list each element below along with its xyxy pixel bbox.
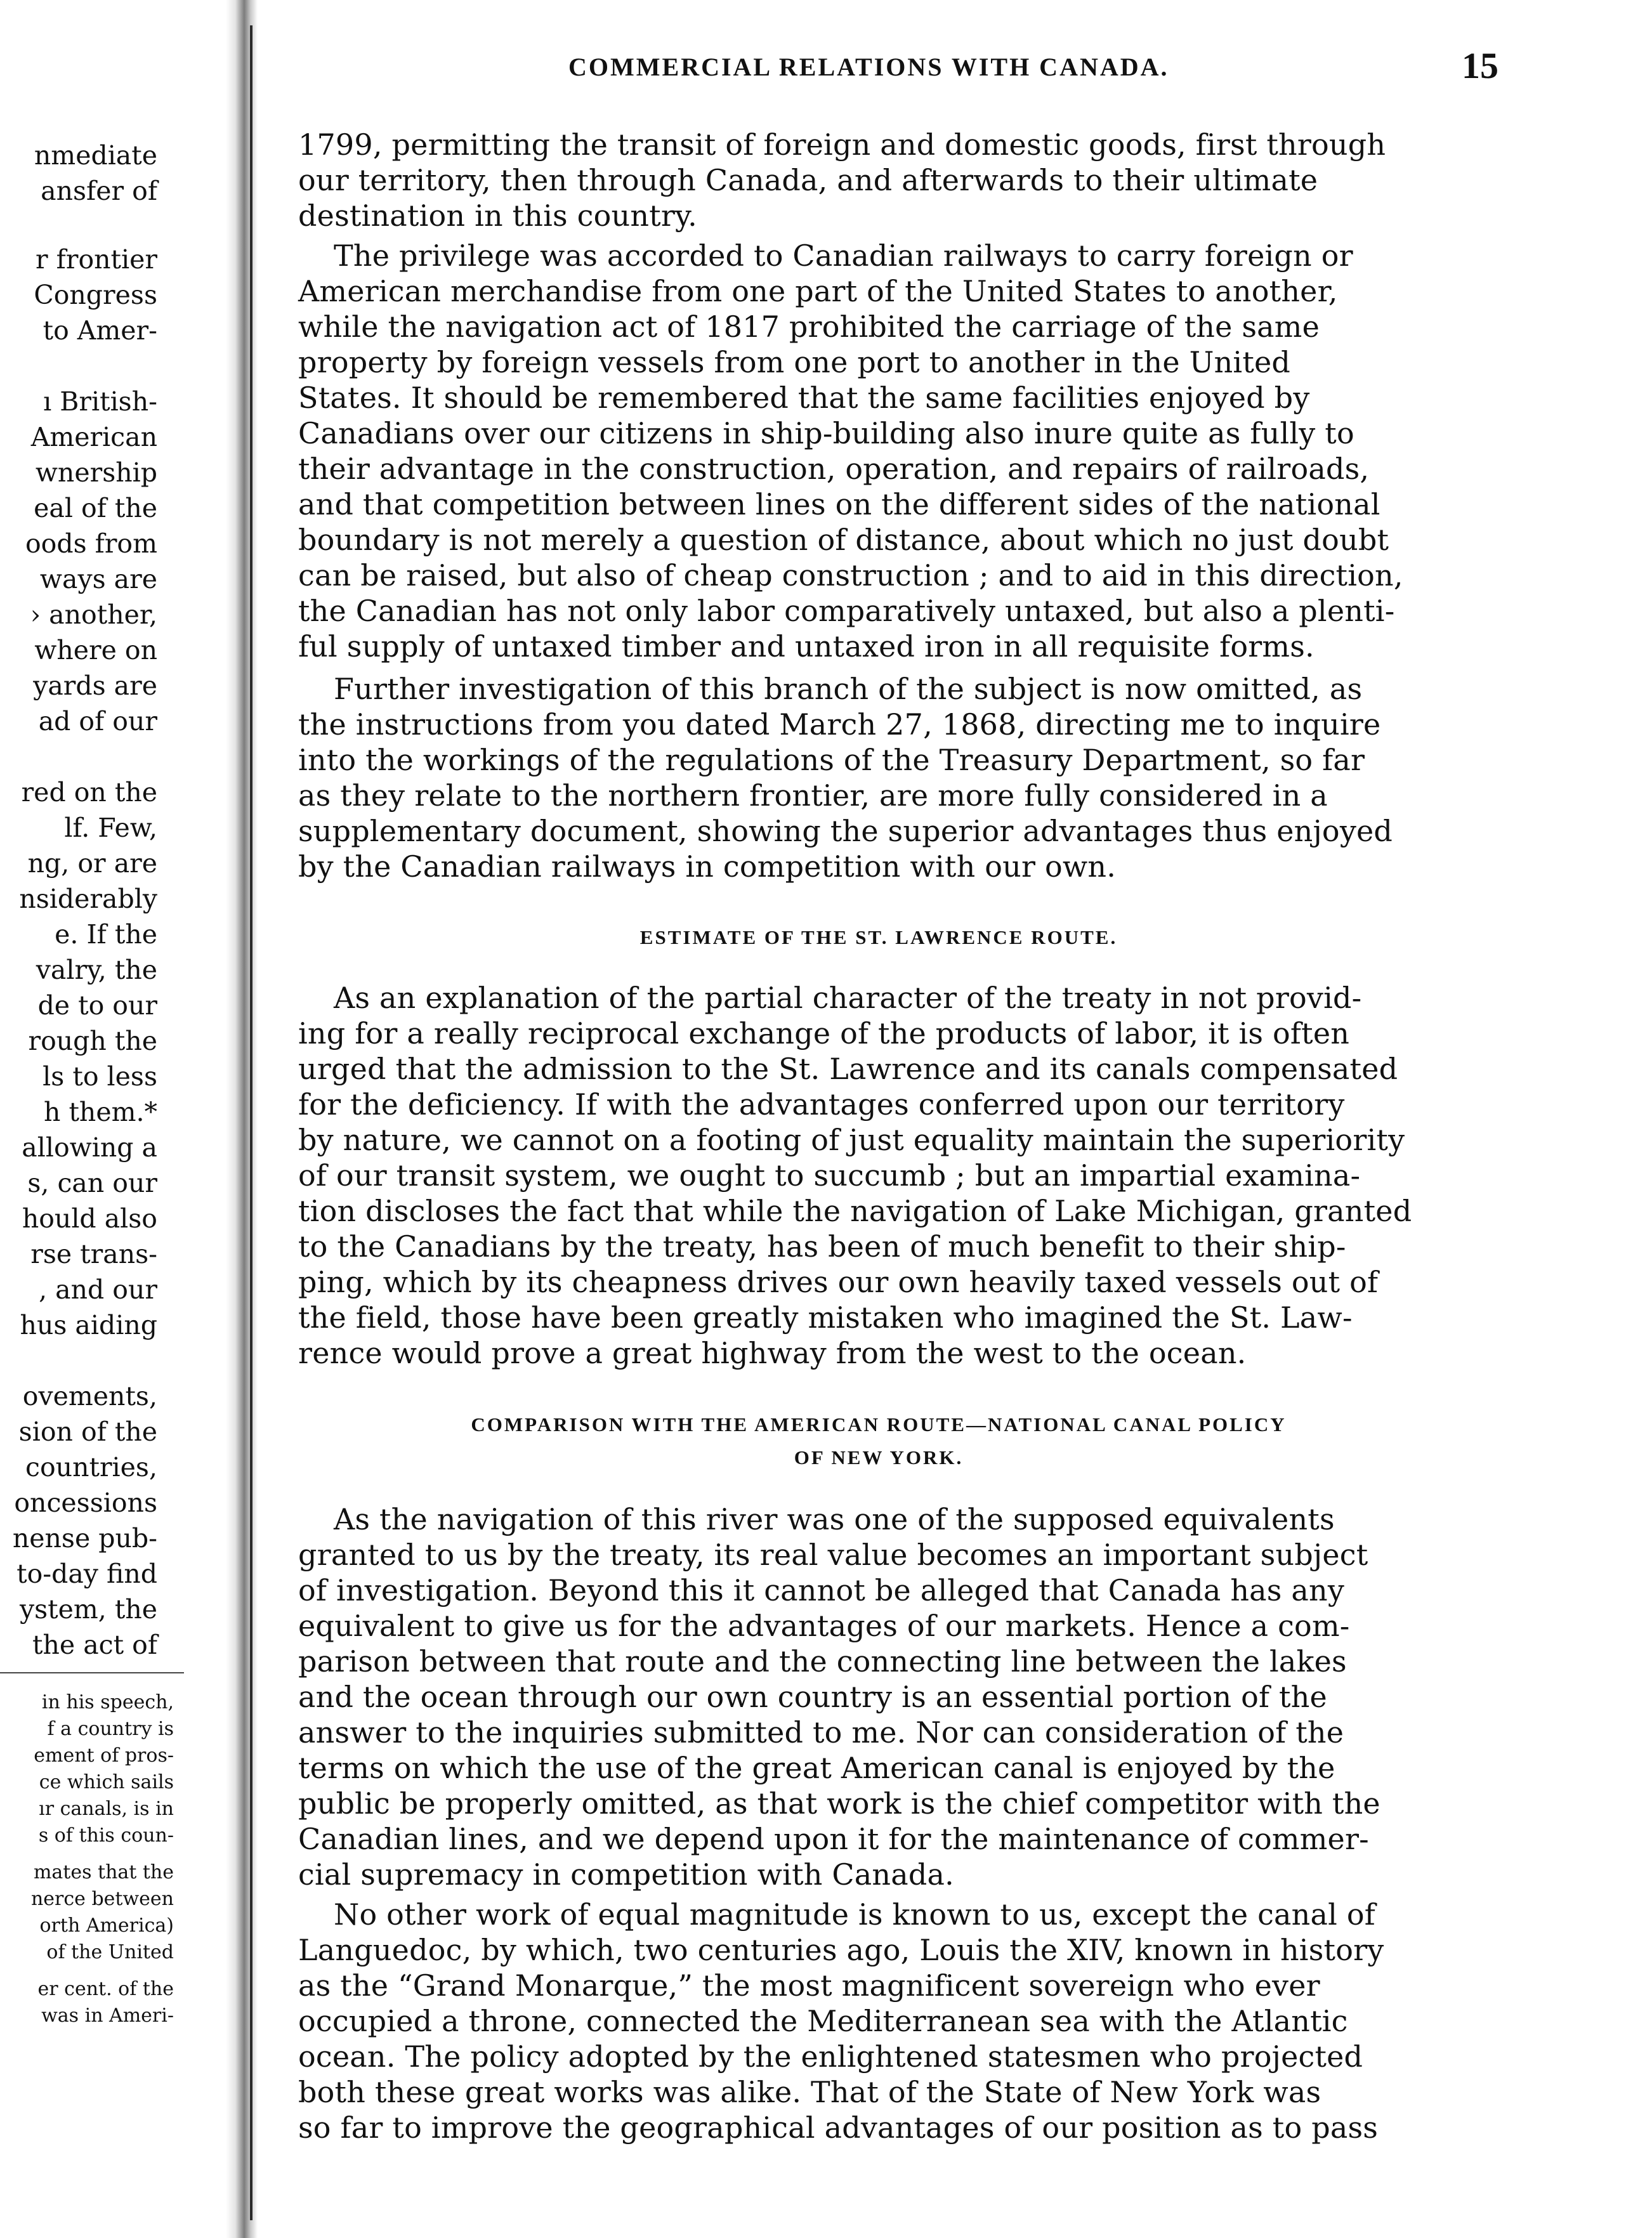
body-text-line: into the workings of the regulations of the Treasury Department, so far: [298, 743, 1365, 777]
body-text-line: can be raised, but also of cheap construction ; and to aid in this direction,: [298, 558, 1403, 592]
left-page-text-line: wnership: [35, 457, 157, 488]
left-page-text-line: yards are: [33, 671, 157, 701]
body-text-line: occupied a throne, connected the Mediterranean sea with the Atlantic: [298, 2004, 1348, 2038]
left-page-footnote-line: mates that the: [33, 1861, 174, 1883]
left-page-text-line: to-day find: [16, 1559, 157, 1589]
body-text-line: No other work of equal magnitude is known to us, except the canal of: [334, 1897, 1375, 1932]
page-gutter: [226, 0, 258, 2238]
body-text-line: property by foreign vessels from one port to another in the United: [298, 345, 1291, 379]
left-page-footnote-line: of the United: [46, 1941, 174, 1963]
body-text-line: ing for a really reciprocal exchange of the products of labor, it is often: [298, 1016, 1350, 1050]
body-text-line: 1799, permitting the transit of foreign and domestic goods, first through: [298, 128, 1386, 162]
left-page-text-line: where on: [34, 635, 157, 665]
left-page-text-line: lf. Few,: [64, 813, 157, 843]
body-text-line: boundary is not merely a question of distance, about which no just doubt: [298, 523, 1389, 557]
body-text-line: Further investigation of this branch of the subject is now omitted, as: [334, 672, 1363, 706]
left-page-text-line: nense pub-: [12, 1523, 157, 1554]
left-page-footnote-line: er cent. of the: [37, 1978, 174, 2000]
left-page-text-line: e. If the: [55, 919, 157, 950]
left-page-footnote-line: was in Ameri-: [41, 2005, 174, 2027]
body-text-line: of investigation. Beyond this it cannot be alleged that Canada has any: [298, 1573, 1345, 1607]
body-text-line: equivalent to give us for the advantages of our markets. Hence a com-: [298, 1609, 1350, 1643]
left-page-text-line: rse trans-: [30, 1239, 157, 1269]
left-page-footnote-line: ır canals, is in: [39, 1798, 174, 1820]
left-page-text-line: oods from: [25, 528, 157, 559]
body-text-line: by the Canadian railways in competition with our own.: [298, 849, 1117, 884]
left-page-text-line: r frontier: [36, 244, 157, 275]
body-text-line: and the ocean through our own country is an essential portion of the: [298, 1680, 1327, 1714]
body-text-line: the field, those have been greatly mistaken who imagined the St. Law-: [298, 1300, 1353, 1335]
left-page-text-line: h them.*: [44, 1097, 157, 1127]
left-page-text-line: red on the: [21, 777, 157, 808]
body-text-line: parison between that route and the connecting line between the lakes: [298, 1644, 1347, 1678]
left-page-footnote-line: ement of pros-: [34, 1744, 174, 1767]
left-page-footnote-line: in his speech,: [41, 1691, 174, 1713]
left-page-text-line: sion of the: [18, 1417, 157, 1447]
body-text-line: terms on which the use of the great American canal is enjoyed by the: [298, 1751, 1335, 1785]
body-text-line: The privilege was accorded to Canadian railways to carry foreign or: [334, 239, 1353, 273]
left-page-text-line: eal of the: [34, 493, 157, 523]
body-text-line: as they relate to the northern frontier, are more fully considered in a: [298, 778, 1328, 813]
left-page-footnote-line: orth America): [39, 1914, 174, 1937]
body-text-line: States. It should be remembered that the same facilities enjoyed by: [298, 381, 1310, 415]
body-text-line: granted to us by the treaty, its real value becomes an important subject: [298, 1538, 1368, 1572]
body-text-line: supplementary document, showing the superior advantages thus enjoyed: [298, 814, 1393, 848]
page-number: 15: [1462, 45, 1498, 86]
body-text-line: both these great works was alike. That of the State of New York was: [298, 2075, 1321, 2109]
body-text-line: and that competition between lines on the different sides of the national: [298, 487, 1380, 521]
section-heading: ESTIMATE OF THE ST. LAWRENCE ROUTE.: [639, 926, 1118, 948]
body-text-line: ping, which by its cheapness drives our own heavily taxed vessels out of: [298, 1265, 1379, 1299]
body-text-line: so far to improve the geographical advantages of our position as to pass: [298, 2110, 1379, 2145]
left-page-text-line: ls to less: [43, 1061, 157, 1092]
body-text-line: public be properly omitted, as that work is the chief competitor with the: [298, 1786, 1380, 1821]
main-page: [298, 0, 1554, 2238]
left-page-text-line: ansfer of: [41, 176, 157, 206]
left-page-text-line: the act of: [32, 1630, 157, 1660]
left-page-text-line: ovements,: [22, 1381, 157, 1411]
left-page-text-line: nmediate: [34, 140, 157, 171]
left-page-text-line: ng, or are: [27, 848, 157, 879]
left-page-text-line: ways are: [39, 564, 157, 594]
body-text-line: ocean. The policy adopted by the enlightened statesmen who projected: [298, 2039, 1363, 2074]
left-page-text-line: American: [30, 422, 157, 452]
body-text-line: the instructions from you dated March 27, 1868, directing me to inquire: [298, 707, 1381, 742]
body-text-line: cial supremacy in competition with Canada.: [298, 1857, 954, 1892]
left-page-text-line: , and our: [39, 1274, 157, 1305]
left-page-text-line: allowing a: [22, 1132, 157, 1163]
left-page-text-line: › another,: [30, 599, 157, 630]
left-page-text-line: oncessions: [14, 1488, 157, 1518]
body-text-line: American merchandise from one part of the United States to another,: [298, 274, 1338, 308]
left-page-text-line: ı British-: [43, 386, 157, 417]
left-page-text-line: hus aiding: [20, 1310, 157, 1340]
left-page-text-line: to Amer-: [43, 315, 157, 346]
section-heading: OF NEW YORK.: [794, 1446, 964, 1469]
body-text-line: answer to the inquiries submitted to me. Nor can consideration of the: [298, 1715, 1344, 1750]
left-page-footnote-line: ce which sails: [39, 1771, 174, 1793]
body-text-line: tion discloses the fact that while the navigation of Lake Michigan, granted: [298, 1194, 1412, 1228]
left-page-footnote-line: f a country is: [47, 1718, 174, 1740]
left-page-footnote-line: s of this coun-: [38, 1824, 174, 1847]
body-text-line: As the navigation of this river was one of the supposed equivalents: [334, 1502, 1335, 1536]
footnote-rule: [0, 1672, 184, 1673]
body-text-line: Canadian lines, and we depend upon it for the maintenance of commer-: [298, 1822, 1369, 1856]
body-text-line: our territory, then through Canada, and afterwards to their ultimate: [298, 163, 1318, 197]
body-text-line: to the Canadians by the treaty, has been of much benefit to their ship-: [298, 1229, 1346, 1264]
left-page-text-line: valry, the: [36, 955, 157, 985]
body-text-line: urged that the admission to the St. Lawrence and its canals compensated: [298, 1052, 1398, 1086]
body-text-line: of our transit system, we ought to succumb ; but an impartial examina-: [298, 1158, 1361, 1193]
body-text-line: the Canadian has not only labor comparatively untaxed, but also a plenti-: [298, 594, 1395, 628]
body-text-line: ful supply of untaxed timber and untaxed iron in all requisite forms.: [298, 629, 1314, 664]
body-text-line: by nature, we cannot on a footing of just equality maintain the superiority: [298, 1123, 1405, 1157]
body-text-line: for the deficiency. If with the advantages conferred upon our territory: [298, 1087, 1345, 1122]
body-text-line: their advantage in the construction, operation, and repairs of railroads,: [298, 452, 1370, 486]
page-fold-line: [250, 25, 252, 2220]
left-page-text-line: nsiderably: [19, 884, 157, 914]
running-head: COMMERCIAL RELATIONS WITH CANADA.: [568, 53, 1169, 81]
body-text-line: Canadians over our citizens in ship-building also inure quite as fully to: [298, 416, 1354, 450]
left-page-footnote-line: nerce between: [30, 1888, 174, 1910]
left-page-text-line: rough the: [28, 1026, 157, 1056]
body-text-line: rence would prove a great highway from the west to the ocean.: [298, 1336, 1247, 1370]
left-page-text-line: Congress: [34, 280, 157, 310]
left-page-text-line: countries,: [25, 1452, 157, 1482]
left-page-text-line: ystem, the: [19, 1594, 157, 1625]
left-page-text-line: hould also: [22, 1203, 157, 1234]
left-page-text-line: ad of our: [38, 706, 157, 736]
left-page-text-line: s, can our: [27, 1168, 157, 1198]
previous-page-fragment: [0, 0, 236, 2238]
left-page-text-line: de to our: [37, 990, 157, 1021]
body-text-line: as the “Grand Monarque,” the most magnificent sovereign who ever: [298, 1968, 1320, 2003]
body-text-line: Languedoc, by which, two centuries ago, Louis the XIV, known in history: [298, 1933, 1384, 1967]
body-text-line: destination in this country.: [298, 199, 697, 233]
section-heading: COMPARISON WITH THE AMERICAN ROUTE—NATIONAL CANAL POLICY: [471, 1413, 1287, 1436]
body-text-line: As an explanation of the partial character of the treaty in not provid-: [334, 981, 1362, 1015]
body-text-line: while the navigation act of 1817 prohibited the carriage of the same: [298, 310, 1320, 344]
